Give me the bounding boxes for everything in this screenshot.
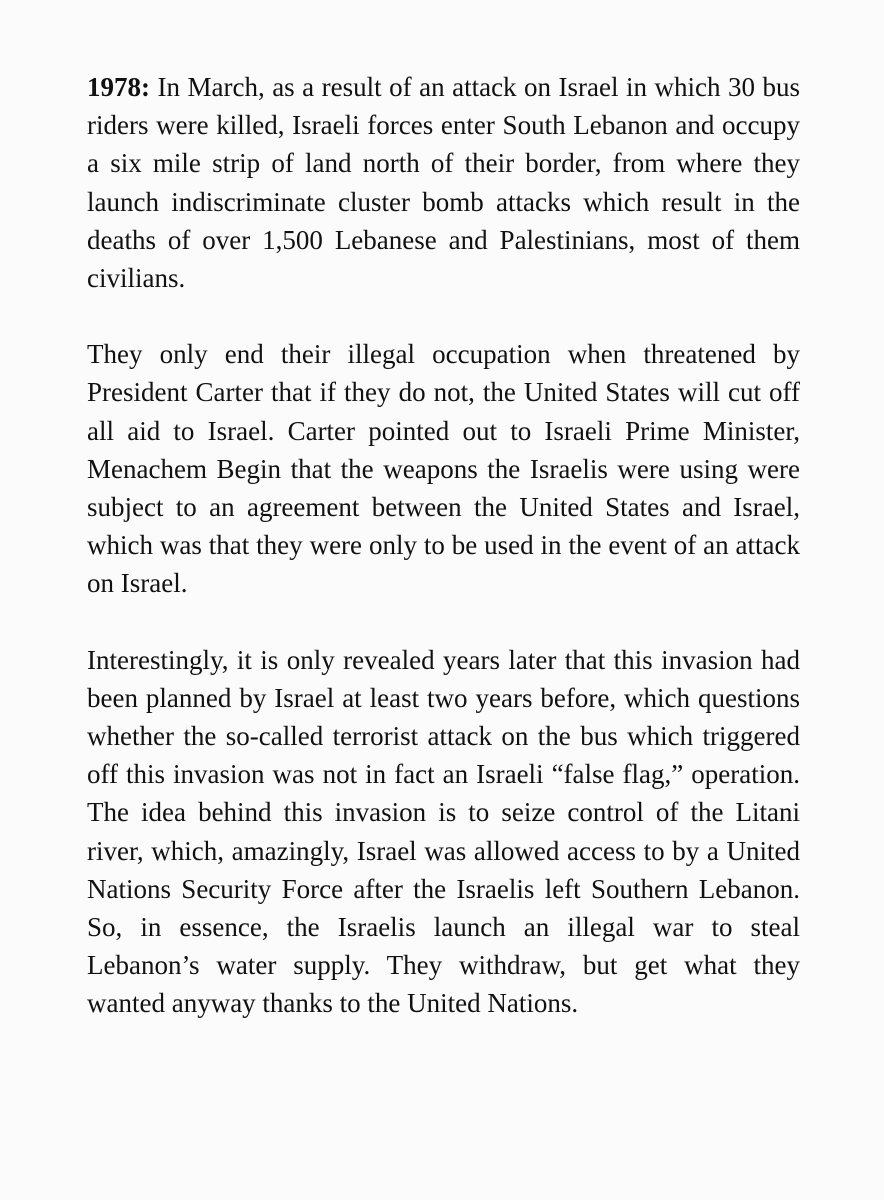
year-heading: 1978: [87, 72, 150, 102]
paragraph-1978 [87, 68, 800, 297]
paragraph-interestingly: Interestingly, it is only revealed years later that this invasion had been planned by Israel at least two years before, which questions whether the so-called terrorist attack on the bus which triggered off this invasion was not in fact an Israeli “false flag,” operation. The idea behind this invasion is to seize control of the Litani river, which, amazingly, Israel was allowed access to by a United Nations Security Force after the Israelis left Southern Lebanon. So, in essence, the Israelis launch an illegal war to steal Lebanon’s water supply. They withdraw, but get what they wanted anyway thanks to the United Nations. [87, 644, 800, 1019]
paragraph-carter: They only end their illegal occupation when threatened by President Carter that if they do not, the United States will cut off all aid to Israel. Carter pointed out to Israeli Prime Minister, Menachem Begin that the weapons the Israelis were using were subject to an agreement between the United States and Israel, which was that they were only to be used in the event of an attack on Israel. [87, 339, 800, 599]
paragraph-1-text: In March, as a result of an attack on Israel in which 30 bus riders were killed, Israeli forces enter South Lebanon and occupy a six mile strip of land north of their border, from where they launch indiscriminate cluster bomb attacks which result in the deaths of over 1,500 Lebanese and Palestinians, most of them civilians. [87, 72, 800, 294]
